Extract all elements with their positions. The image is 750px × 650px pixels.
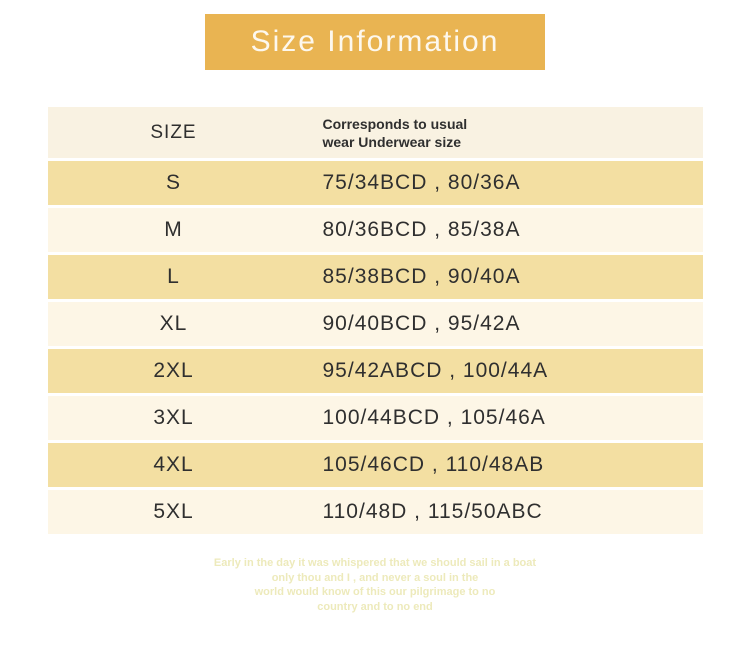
size-cell: 5XL (153, 500, 194, 523)
underwear-size-column-header-line2: wear Underwear size (322, 133, 462, 150)
value-cell: 90/40BCD , 95/42A (322, 312, 521, 335)
table-row-xl (48, 302, 703, 346)
size-cell: L (167, 265, 180, 288)
footer-line: Early in the day it was whispered that we should sail in a boat (213, 557, 537, 569)
size-information-page (0, 14, 750, 650)
size-cell: 3XL (153, 406, 194, 429)
table-row-s (48, 161, 703, 205)
size-cell: 2XL (153, 359, 194, 382)
size-column-header: SIZE (150, 121, 197, 143)
table-row-m (48, 208, 703, 252)
size-cell: S (165, 171, 181, 194)
value-cell: 105/46CD , 110/48AB (322, 453, 545, 476)
title-banner (205, 14, 545, 70)
underwear-size-column-header-line1: Corresponds to usual (322, 115, 468, 132)
size-table (48, 107, 703, 534)
table-row-2xl (48, 349, 703, 393)
value-cell: 75/34BCD , 80/36A (322, 171, 521, 194)
table-row-5xl (48, 490, 703, 534)
footer-line: only thou and I , and never a soul in the (271, 571, 479, 584)
value-cell: 80/36BCD , 85/38A (322, 218, 521, 241)
underwear-size-column-header (300, 115, 703, 151)
table-row-l (48, 255, 703, 299)
value-cell: 85/38BCD , 90/40A (322, 265, 521, 288)
value-cell: 95/42ABCD , 100/44A (322, 359, 549, 382)
value-cell: 110/48D , 115/50ABC (322, 500, 543, 523)
footer-line: country and to no end (317, 600, 433, 613)
size-cell: 4XL (153, 453, 194, 476)
footer-line: world would know of this our pilgrimage to no (254, 586, 496, 598)
table-header-row (48, 107, 703, 158)
size-cell: M (164, 218, 183, 241)
value-cell: 100/44BCD , 105/46A (322, 406, 546, 429)
table-row-3xl (48, 396, 703, 440)
footer-quote (0, 556, 750, 614)
size-cell: XL (159, 312, 188, 335)
table-row-4xl (48, 443, 703, 487)
page-title: Size Information (250, 25, 500, 58)
